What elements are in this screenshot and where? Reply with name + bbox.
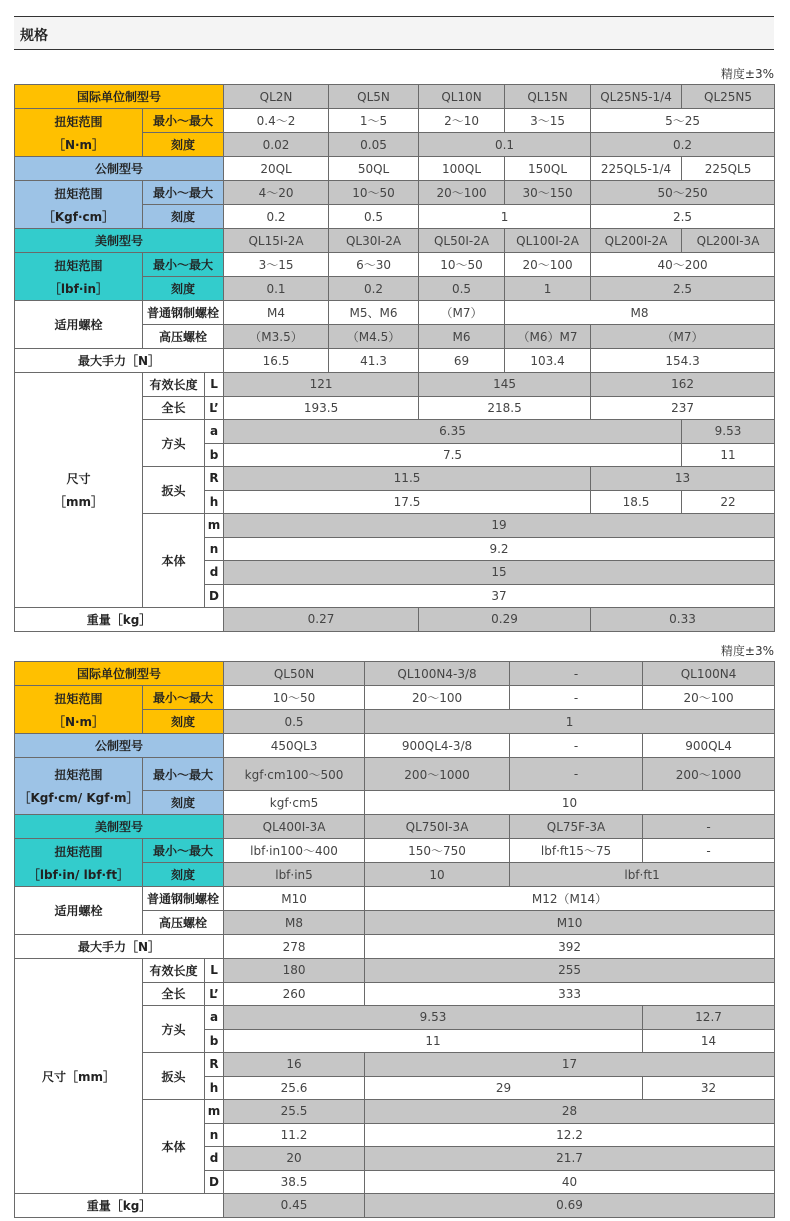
steel-bolt-row bbox=[15, 887, 775, 911]
minmax-label: 最小～最大 bbox=[143, 109, 224, 133]
si-model-row bbox=[15, 85, 775, 109]
D-label: D bbox=[205, 584, 224, 608]
value-cell: 200～1000 bbox=[643, 758, 775, 791]
value-cell: 12.7 bbox=[643, 1006, 775, 1030]
value-cell: 20～100 bbox=[643, 686, 775, 710]
weight-label: 重量［kg］ bbox=[15, 608, 224, 632]
us-model-label: 美制型号 bbox=[15, 229, 224, 253]
value-cell: 278 bbox=[224, 935, 365, 959]
model-cell: QL25N5 bbox=[682, 85, 775, 109]
value-cell: 9.53 bbox=[224, 1006, 643, 1030]
scale-label: 刻度 bbox=[143, 133, 224, 157]
model-cell: QL50N bbox=[224, 662, 365, 686]
value-cell: 69 bbox=[419, 349, 505, 373]
model-cell: QL75F-3A bbox=[510, 815, 643, 839]
si-model-label: 国际单位制型号 bbox=[15, 85, 224, 109]
d-label: d bbox=[205, 1147, 224, 1171]
value-cell: - bbox=[510, 686, 643, 710]
metric-model-row bbox=[15, 734, 775, 758]
eff-len-label: 有效长度 bbox=[143, 959, 205, 983]
kgf-range-label bbox=[15, 758, 143, 815]
value-cell: 32 bbox=[643, 1076, 775, 1100]
total-len-label: 全长 bbox=[143, 396, 205, 420]
si-model-row bbox=[15, 662, 775, 686]
value-cell: 162 bbox=[591, 373, 775, 397]
section-title-bar bbox=[14, 16, 774, 50]
value-cell: 38.5 bbox=[224, 1170, 365, 1194]
value-cell: 10～50 bbox=[329, 181, 419, 205]
minmax-label: 最小～最大 bbox=[143, 253, 224, 277]
dim-L-row bbox=[15, 373, 775, 397]
b-label: b bbox=[205, 1029, 224, 1053]
model-cell: QL50I-2A bbox=[419, 229, 505, 253]
value-cell: 9.2 bbox=[224, 537, 775, 561]
minmax-label: 最小～最大 bbox=[143, 839, 224, 863]
square-label: 方头 bbox=[143, 1006, 205, 1053]
spec-table-2 bbox=[14, 661, 775, 1218]
range-label: 扭矩范围 bbox=[54, 768, 103, 782]
force-label: 最大手力［N］ bbox=[15, 349, 224, 373]
lbf-range-label bbox=[15, 839, 143, 887]
model-cell: QL400I-3A bbox=[224, 815, 365, 839]
m-label: m bbox=[205, 1100, 224, 1124]
value-cell: 10～50 bbox=[224, 686, 365, 710]
model-cell: QL2N bbox=[224, 85, 329, 109]
model-cell: QL10N bbox=[419, 85, 505, 109]
value-cell: kgf·cm5 bbox=[224, 791, 365, 815]
model-cell: 450QL3 bbox=[224, 734, 365, 758]
model-cell: - bbox=[510, 734, 643, 758]
L2-label: L’ bbox=[205, 982, 224, 1006]
a-label: a bbox=[205, 420, 224, 444]
value-cell: 2.5 bbox=[591, 205, 775, 229]
value-cell: 0.02 bbox=[224, 133, 329, 157]
model-cell: QL30I-2A bbox=[329, 229, 419, 253]
unit-label: ［lbf·in/ lbf·ft］ bbox=[27, 867, 130, 882]
minmax-label: 最小～最大 bbox=[143, 181, 224, 205]
value-cell: 10 bbox=[365, 791, 775, 815]
kgf-range-row bbox=[15, 181, 775, 205]
weight-row bbox=[15, 608, 775, 632]
value-cell: 14 bbox=[643, 1029, 775, 1053]
L2-label: L’ bbox=[205, 396, 224, 420]
value-cell: 1 bbox=[365, 710, 775, 734]
minmax-label: 最小～最大 bbox=[143, 686, 224, 710]
model-cell: QL750I-3A bbox=[365, 815, 510, 839]
value-cell: 255 bbox=[365, 959, 775, 983]
model-cell: 900QL4 bbox=[643, 734, 775, 758]
value-cell: 11 bbox=[224, 1029, 643, 1053]
value-cell: M10 bbox=[365, 911, 775, 935]
unit-label: ［N·m］ bbox=[52, 137, 105, 152]
dim-unit: ［mm］ bbox=[53, 495, 103, 509]
value-cell: 7.5 bbox=[224, 443, 682, 467]
scale-label: 刻度 bbox=[143, 205, 224, 229]
b-label: b bbox=[205, 443, 224, 467]
value-cell: 40～200 bbox=[591, 253, 775, 277]
value-cell: - bbox=[510, 758, 643, 791]
range-label: 扭矩范围 bbox=[54, 186, 103, 201]
value-cell: 121 bbox=[224, 373, 419, 397]
value-cell: 2～10 bbox=[419, 109, 505, 133]
value-cell: 12.2 bbox=[365, 1123, 775, 1147]
force-row bbox=[15, 349, 775, 373]
value-cell: 25.5 bbox=[224, 1100, 365, 1124]
unit-label: ［Kgf·cm/ Kgf·m］ bbox=[18, 791, 139, 805]
value-cell: 0.1 bbox=[224, 277, 329, 301]
total-len-label: 全长 bbox=[143, 982, 205, 1006]
model-cell: 225QL5-1/4 bbox=[591, 157, 682, 181]
a-label: a bbox=[205, 1006, 224, 1030]
value-cell: 9.53 bbox=[682, 420, 775, 444]
unit-label: ［Kgf·cm］ bbox=[42, 209, 115, 224]
accuracy-note-1: 精度±3% bbox=[720, 67, 774, 81]
us-model-row bbox=[15, 229, 775, 253]
section-title: 规格 bbox=[20, 28, 48, 44]
force-label: 最大手力［N］ bbox=[15, 935, 224, 959]
value-cell: （M7） bbox=[591, 325, 775, 349]
value-cell: 18.5 bbox=[591, 490, 682, 514]
value-cell: 3～15 bbox=[224, 253, 329, 277]
n-label: n bbox=[205, 537, 224, 561]
us-model-row bbox=[15, 815, 775, 839]
value-cell: 0.69 bbox=[365, 1194, 775, 1218]
unit-label: ［N·m］ bbox=[52, 714, 105, 729]
value-cell: M12（M14） bbox=[365, 887, 775, 911]
value-cell: M10 bbox=[224, 887, 365, 911]
scale-label: 刻度 bbox=[143, 277, 224, 301]
value-cell: kgf·cm100～500 bbox=[224, 758, 365, 791]
value-cell: 20～100 bbox=[505, 253, 591, 277]
metric-model-row bbox=[15, 157, 775, 181]
square-label: 方头 bbox=[143, 420, 205, 467]
value-cell: 0.5 bbox=[329, 205, 419, 229]
value-cell: 20～100 bbox=[419, 181, 505, 205]
value-cell: （M7） bbox=[419, 301, 505, 325]
value-cell: - bbox=[643, 839, 775, 863]
kgf-range-label bbox=[15, 181, 143, 229]
value-cell: lbf·ft1 bbox=[510, 863, 775, 887]
model-cell: - bbox=[643, 815, 775, 839]
range-label: 扭矩范围 bbox=[54, 691, 103, 706]
dim-label bbox=[15, 373, 143, 608]
value-cell: 180 bbox=[224, 959, 365, 983]
value-cell: 4～20 bbox=[224, 181, 329, 205]
kgf-range-row bbox=[15, 758, 775, 791]
bolt-label: 适用螺栓 bbox=[15, 887, 143, 935]
value-cell: 333 bbox=[365, 982, 775, 1006]
value-cell: lbf·in100～400 bbox=[224, 839, 365, 863]
bolt-label: 适用螺栓 bbox=[15, 301, 143, 349]
value-cell: 11.5 bbox=[224, 467, 591, 491]
value-cell: 37 bbox=[224, 584, 775, 608]
model-cell: QL100I-2A bbox=[505, 229, 591, 253]
dim-label-text: 尺寸 bbox=[66, 472, 91, 486]
value-cell: 22 bbox=[682, 490, 775, 514]
value-cell: 20 bbox=[224, 1147, 365, 1171]
nm-range-label bbox=[15, 686, 143, 734]
value-cell: 154.3 bbox=[591, 349, 775, 373]
value-cell: 1 bbox=[419, 205, 591, 229]
value-cell: （M4.5） bbox=[329, 325, 419, 349]
value-cell: 0.33 bbox=[591, 608, 775, 632]
nm-range-label bbox=[15, 109, 143, 157]
scale-label: 刻度 bbox=[143, 791, 224, 815]
value-cell: 6.35 bbox=[224, 420, 682, 444]
scale-label: 刻度 bbox=[143, 710, 224, 734]
accuracy-note-2: 精度±3% bbox=[720, 644, 774, 658]
weight-label: 重量［kg］ bbox=[15, 1194, 224, 1218]
value-cell: 30～150 bbox=[505, 181, 591, 205]
value-cell: 1～5 bbox=[329, 109, 419, 133]
spec-table-1 bbox=[14, 84, 775, 632]
R-label: R bbox=[205, 1053, 224, 1077]
value-cell: 0.29 bbox=[419, 608, 591, 632]
value-cell: 392 bbox=[365, 935, 775, 959]
scale-label: 刻度 bbox=[143, 863, 224, 887]
value-cell: M4 bbox=[224, 301, 329, 325]
nm-range-row bbox=[15, 109, 775, 133]
h-label: h bbox=[205, 490, 224, 514]
value-cell: 0.2 bbox=[329, 277, 419, 301]
minmax-label: 最小～最大 bbox=[143, 758, 224, 791]
value-cell: 193.5 bbox=[224, 396, 419, 420]
L-label: L bbox=[205, 373, 224, 397]
value-cell: 0.5 bbox=[224, 710, 365, 734]
value-cell: M6 bbox=[419, 325, 505, 349]
value-cell: 5～25 bbox=[591, 109, 775, 133]
range-label: 扭矩范围 bbox=[54, 114, 103, 129]
lbf-range-label bbox=[15, 253, 143, 301]
hp-bolt-label: 高压螺栓 bbox=[143, 911, 224, 935]
value-cell: 0.2 bbox=[591, 133, 775, 157]
model-cell: QL200I-2A bbox=[591, 229, 682, 253]
R-label: R bbox=[205, 467, 224, 491]
value-cell: 19 bbox=[224, 514, 775, 538]
value-cell: 13 bbox=[591, 467, 775, 491]
value-cell: 16.5 bbox=[224, 349, 329, 373]
handle-label: 扳头 bbox=[143, 467, 205, 514]
model-cell: 20QL bbox=[224, 157, 329, 181]
lbf-range-row bbox=[15, 253, 775, 277]
range-label: 扭矩范围 bbox=[54, 258, 103, 273]
steel-bolt-label: 普通钢制螺栓 bbox=[143, 301, 224, 325]
value-cell: 200～1000 bbox=[365, 758, 510, 791]
L-label: L bbox=[205, 959, 224, 983]
model-cell: 225QL5 bbox=[682, 157, 775, 181]
value-cell: 41.3 bbox=[329, 349, 419, 373]
n-label: n bbox=[205, 1123, 224, 1147]
value-cell: 28 bbox=[365, 1100, 775, 1124]
value-cell: 50～250 bbox=[591, 181, 775, 205]
value-cell: 40 bbox=[365, 1170, 775, 1194]
value-cell: 29 bbox=[365, 1076, 643, 1100]
value-cell: （M3.5） bbox=[224, 325, 329, 349]
value-cell: 15 bbox=[224, 561, 775, 585]
model-cell: 100QL bbox=[419, 157, 505, 181]
value-cell: M8 bbox=[224, 911, 365, 935]
value-cell: 145 bbox=[419, 373, 591, 397]
value-cell: 10 bbox=[365, 863, 510, 887]
value-cell: 20～100 bbox=[365, 686, 510, 710]
value-cell: M5、M6 bbox=[329, 301, 419, 325]
model-cell: QL100N4-3/8 bbox=[365, 662, 510, 686]
steel-bolt-label: 普通钢制螺栓 bbox=[143, 887, 224, 911]
us-model-label: 美制型号 bbox=[15, 815, 224, 839]
value-cell: 10～50 bbox=[419, 253, 505, 277]
lbf-range-row bbox=[15, 839, 775, 863]
value-cell: 17 bbox=[365, 1053, 775, 1077]
range-label: 扭矩范围 bbox=[54, 844, 103, 859]
value-cell: 17.5 bbox=[224, 490, 591, 514]
value-cell: 103.4 bbox=[505, 349, 591, 373]
dim-label: 尺寸［mm］ bbox=[15, 959, 143, 1194]
steel-bolt-row bbox=[15, 301, 775, 325]
value-cell: （M6）M7 bbox=[505, 325, 591, 349]
model-cell: QL100N4 bbox=[643, 662, 775, 686]
value-cell: 150～750 bbox=[365, 839, 510, 863]
metric-model-label: 公制型号 bbox=[15, 734, 224, 758]
value-cell: 1 bbox=[505, 277, 591, 301]
model-cell: QL5N bbox=[329, 85, 419, 109]
dim-L-row bbox=[15, 959, 775, 983]
body-label: 本体 bbox=[143, 514, 205, 608]
value-cell: 2.5 bbox=[591, 277, 775, 301]
hp-bolt-label: 高压螺栓 bbox=[143, 325, 224, 349]
d-label: d bbox=[205, 561, 224, 585]
handle-label: 扳头 bbox=[143, 1053, 205, 1100]
value-cell: 237 bbox=[591, 396, 775, 420]
value-cell: 0.45 bbox=[224, 1194, 365, 1218]
value-cell: 260 bbox=[224, 982, 365, 1006]
model-cell: QL15N bbox=[505, 85, 591, 109]
model-cell: 900QL4-3/8 bbox=[365, 734, 510, 758]
body-label: 本体 bbox=[143, 1100, 205, 1194]
value-cell: 0.4～2 bbox=[224, 109, 329, 133]
value-cell: 6～30 bbox=[329, 253, 419, 277]
value-cell: 218.5 bbox=[419, 396, 591, 420]
metric-model-label: 公制型号 bbox=[15, 157, 224, 181]
value-cell: 0.5 bbox=[419, 277, 505, 301]
value-cell: 16 bbox=[224, 1053, 365, 1077]
value-cell: 11.2 bbox=[224, 1123, 365, 1147]
value-cell: 21.7 bbox=[365, 1147, 775, 1171]
weight-row bbox=[15, 1194, 775, 1218]
h-label: h bbox=[205, 1076, 224, 1100]
value-cell: lbf·ft15～75 bbox=[510, 839, 643, 863]
model-cell: - bbox=[510, 662, 643, 686]
model-cell: 50QL bbox=[329, 157, 419, 181]
si-model-label: 国际单位制型号 bbox=[15, 662, 224, 686]
value-cell: 0.2 bbox=[224, 205, 329, 229]
value-cell: lbf·in5 bbox=[224, 863, 365, 887]
value-cell: 11 bbox=[682, 443, 775, 467]
D-label: D bbox=[205, 1170, 224, 1194]
eff-len-label: 有效长度 bbox=[143, 373, 205, 397]
force-row bbox=[15, 935, 775, 959]
nm-range-row bbox=[15, 686, 775, 710]
model-cell: QL200I-3A bbox=[682, 229, 775, 253]
value-cell: 3～15 bbox=[505, 109, 591, 133]
value-cell: 0.1 bbox=[419, 133, 591, 157]
m-label: m bbox=[205, 514, 224, 538]
value-cell: 25.6 bbox=[224, 1076, 365, 1100]
model-cell: QL15I-2A bbox=[224, 229, 329, 253]
value-cell: M8 bbox=[505, 301, 775, 325]
value-cell: 0.05 bbox=[329, 133, 419, 157]
value-cell: 0.27 bbox=[224, 608, 419, 632]
unit-label: ［lbf·in］ bbox=[48, 281, 109, 296]
model-cell: 150QL bbox=[505, 157, 591, 181]
model-cell: QL25N5-1/4 bbox=[591, 85, 682, 109]
